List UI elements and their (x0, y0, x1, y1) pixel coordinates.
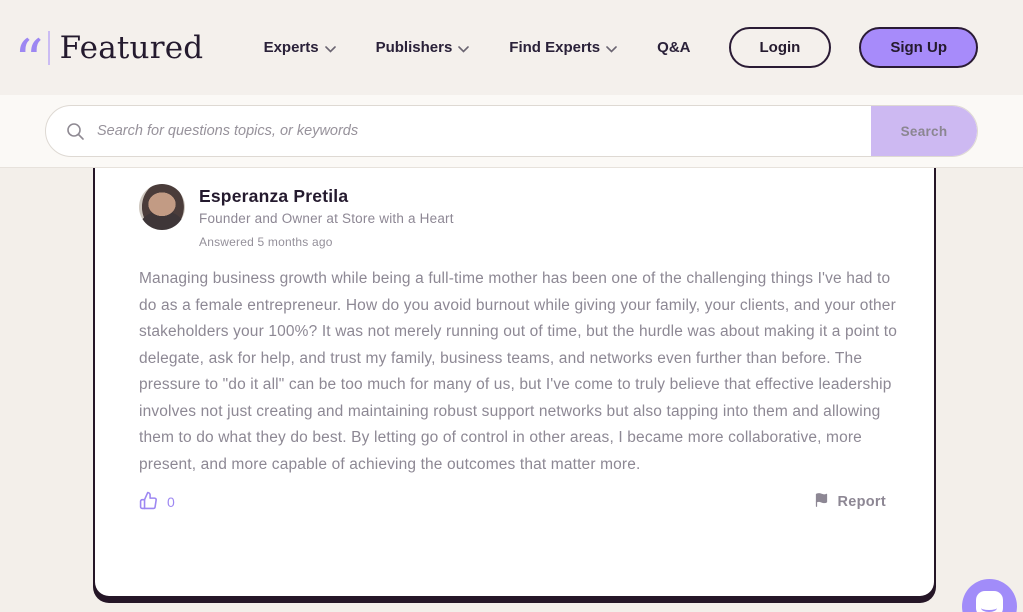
author-name[interactable]: Esperanza Pretila (199, 186, 349, 206)
answer-text: Managing business growth while being a full-time mother has been one of the challenging things I've had to do as a female entrepreneur. How do you avoid burnout while giving your family, your clients, and your other stakeholders your 100%? It was not merely running out of time, but the hurdle was about making it a point to delegate, ask for help, and trust my family, business teams, and networks even further than before. The pressure to "do it all" can be too much for many of us, but I've come to truly believe that effective leadership involves not just creating and maintaining robust support networks but also tapping into them and allowing them to do what they do best. By letting go of control in other areas, I became more collaborative, more present, and more capable of achieving the outcomes that matter more. (139, 270, 898, 473)
signup-button[interactable]: Sign Up (859, 27, 978, 68)
nav-item-publishers[interactable] (376, 38, 470, 57)
author-meta (199, 184, 454, 249)
like-count: 0 (167, 494, 175, 510)
answer-card (93, 168, 936, 598)
search-input[interactable] (97, 106, 871, 156)
header (0, 0, 1023, 95)
search-bar (45, 105, 978, 157)
nav-item-experts[interactable] (264, 38, 336, 57)
answer-footer (139, 491, 886, 513)
featured-logo[interactable]: “ Featured (14, 26, 204, 95)
report-label: Report (837, 494, 886, 510)
like-button[interactable] (139, 491, 175, 513)
chevron-down-icon (606, 40, 617, 57)
nav-item-find-experts[interactable] (509, 38, 617, 57)
main-nav (224, 38, 691, 57)
avatar[interactable] (139, 184, 185, 230)
chat-bubble-icon (976, 591, 1003, 612)
thumbs-up-icon (139, 491, 158, 513)
chevron-down-icon (325, 40, 336, 57)
author-title: Founder and Owner at Store with a Heart (199, 211, 454, 226)
content-area (0, 168, 1023, 612)
login-button[interactable]: Login (729, 27, 832, 68)
search-band (0, 95, 1023, 168)
report-button[interactable] (814, 492, 886, 512)
brand-name: Featured (59, 29, 204, 66)
flag-icon (814, 492, 829, 512)
search-button[interactable]: Search (871, 105, 977, 157)
nav-label: Publishers (375, 39, 453, 56)
chat-smile-icon (981, 604, 997, 612)
nav-label: Q&A (657, 39, 691, 56)
logo-divider (48, 31, 50, 65)
nav-item-qa[interactable] (657, 39, 690, 56)
nav-label: Find Experts (509, 39, 601, 56)
chevron-down-icon (458, 40, 469, 57)
author-row (139, 184, 886, 249)
nav-label: Experts (263, 39, 319, 56)
answered-timestamp: Answered 5 months ago (199, 235, 333, 249)
search-icon (46, 122, 97, 141)
